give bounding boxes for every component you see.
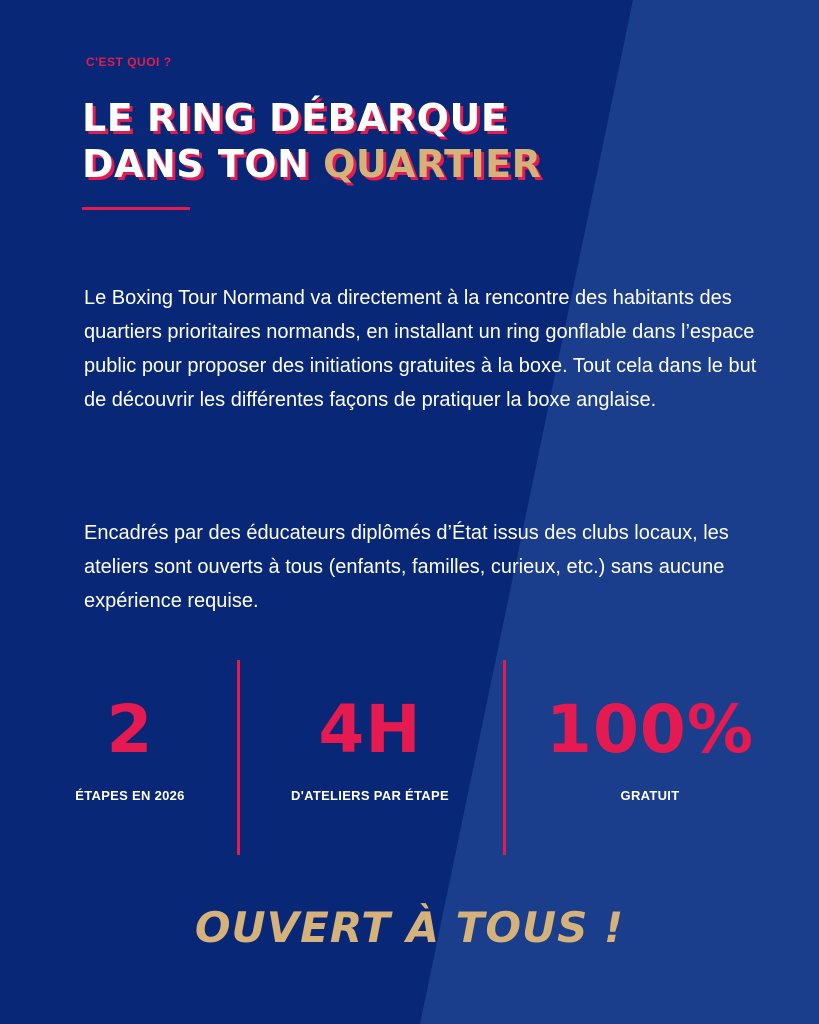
headline-line-1: LE RING DÉBARQUE — [82, 96, 508, 140]
stat-stages — [40, 690, 220, 803]
stat-label: GRATUIT — [620, 788, 680, 803]
headline-highlight: QUARTIER — [323, 142, 542, 186]
headline-line-2-prefix: DANS TON — [82, 142, 310, 186]
headline-line-2 — [82, 141, 541, 187]
stat-label: ÉTAPES EN 2026 — [75, 788, 185, 803]
stat-divider — [237, 660, 240, 855]
intro-paragraph: Le Boxing Tour Normand va directement à la rencontre des habitants des quartiers prioritaires normands, en installant un ring gonflable dans l’espace public pour proposer des initiations gratuites à la boxe. Tout cela dans le but de découvrir les différentes façons de pratiquer la boxe anglaise. — [84, 287, 757, 411]
details-paragraph: Encadrés par des éducateurs diplômés d’État issus des clubs locaux, les ateliers sont ouverts à tous (enfants, familles, curieux, etc.) sans aucune expérience requise. — [84, 522, 729, 612]
stat-divider — [503, 660, 506, 855]
stat-label: D'ATELIERS PAR ÉTAPE — [291, 788, 449, 803]
stat-value: 2 — [106, 691, 154, 768]
open-to-all-banner: OUVERT À TOUS ! — [194, 903, 625, 952]
stat-value: 100% — [546, 691, 754, 768]
headline — [82, 95, 541, 187]
title-underline — [82, 207, 190, 210]
stat-hours — [250, 690, 490, 803]
stat-value: 4H — [318, 691, 422, 768]
kicker-label: C'EST QUOI ? — [86, 55, 172, 69]
stat-free — [515, 690, 785, 803]
